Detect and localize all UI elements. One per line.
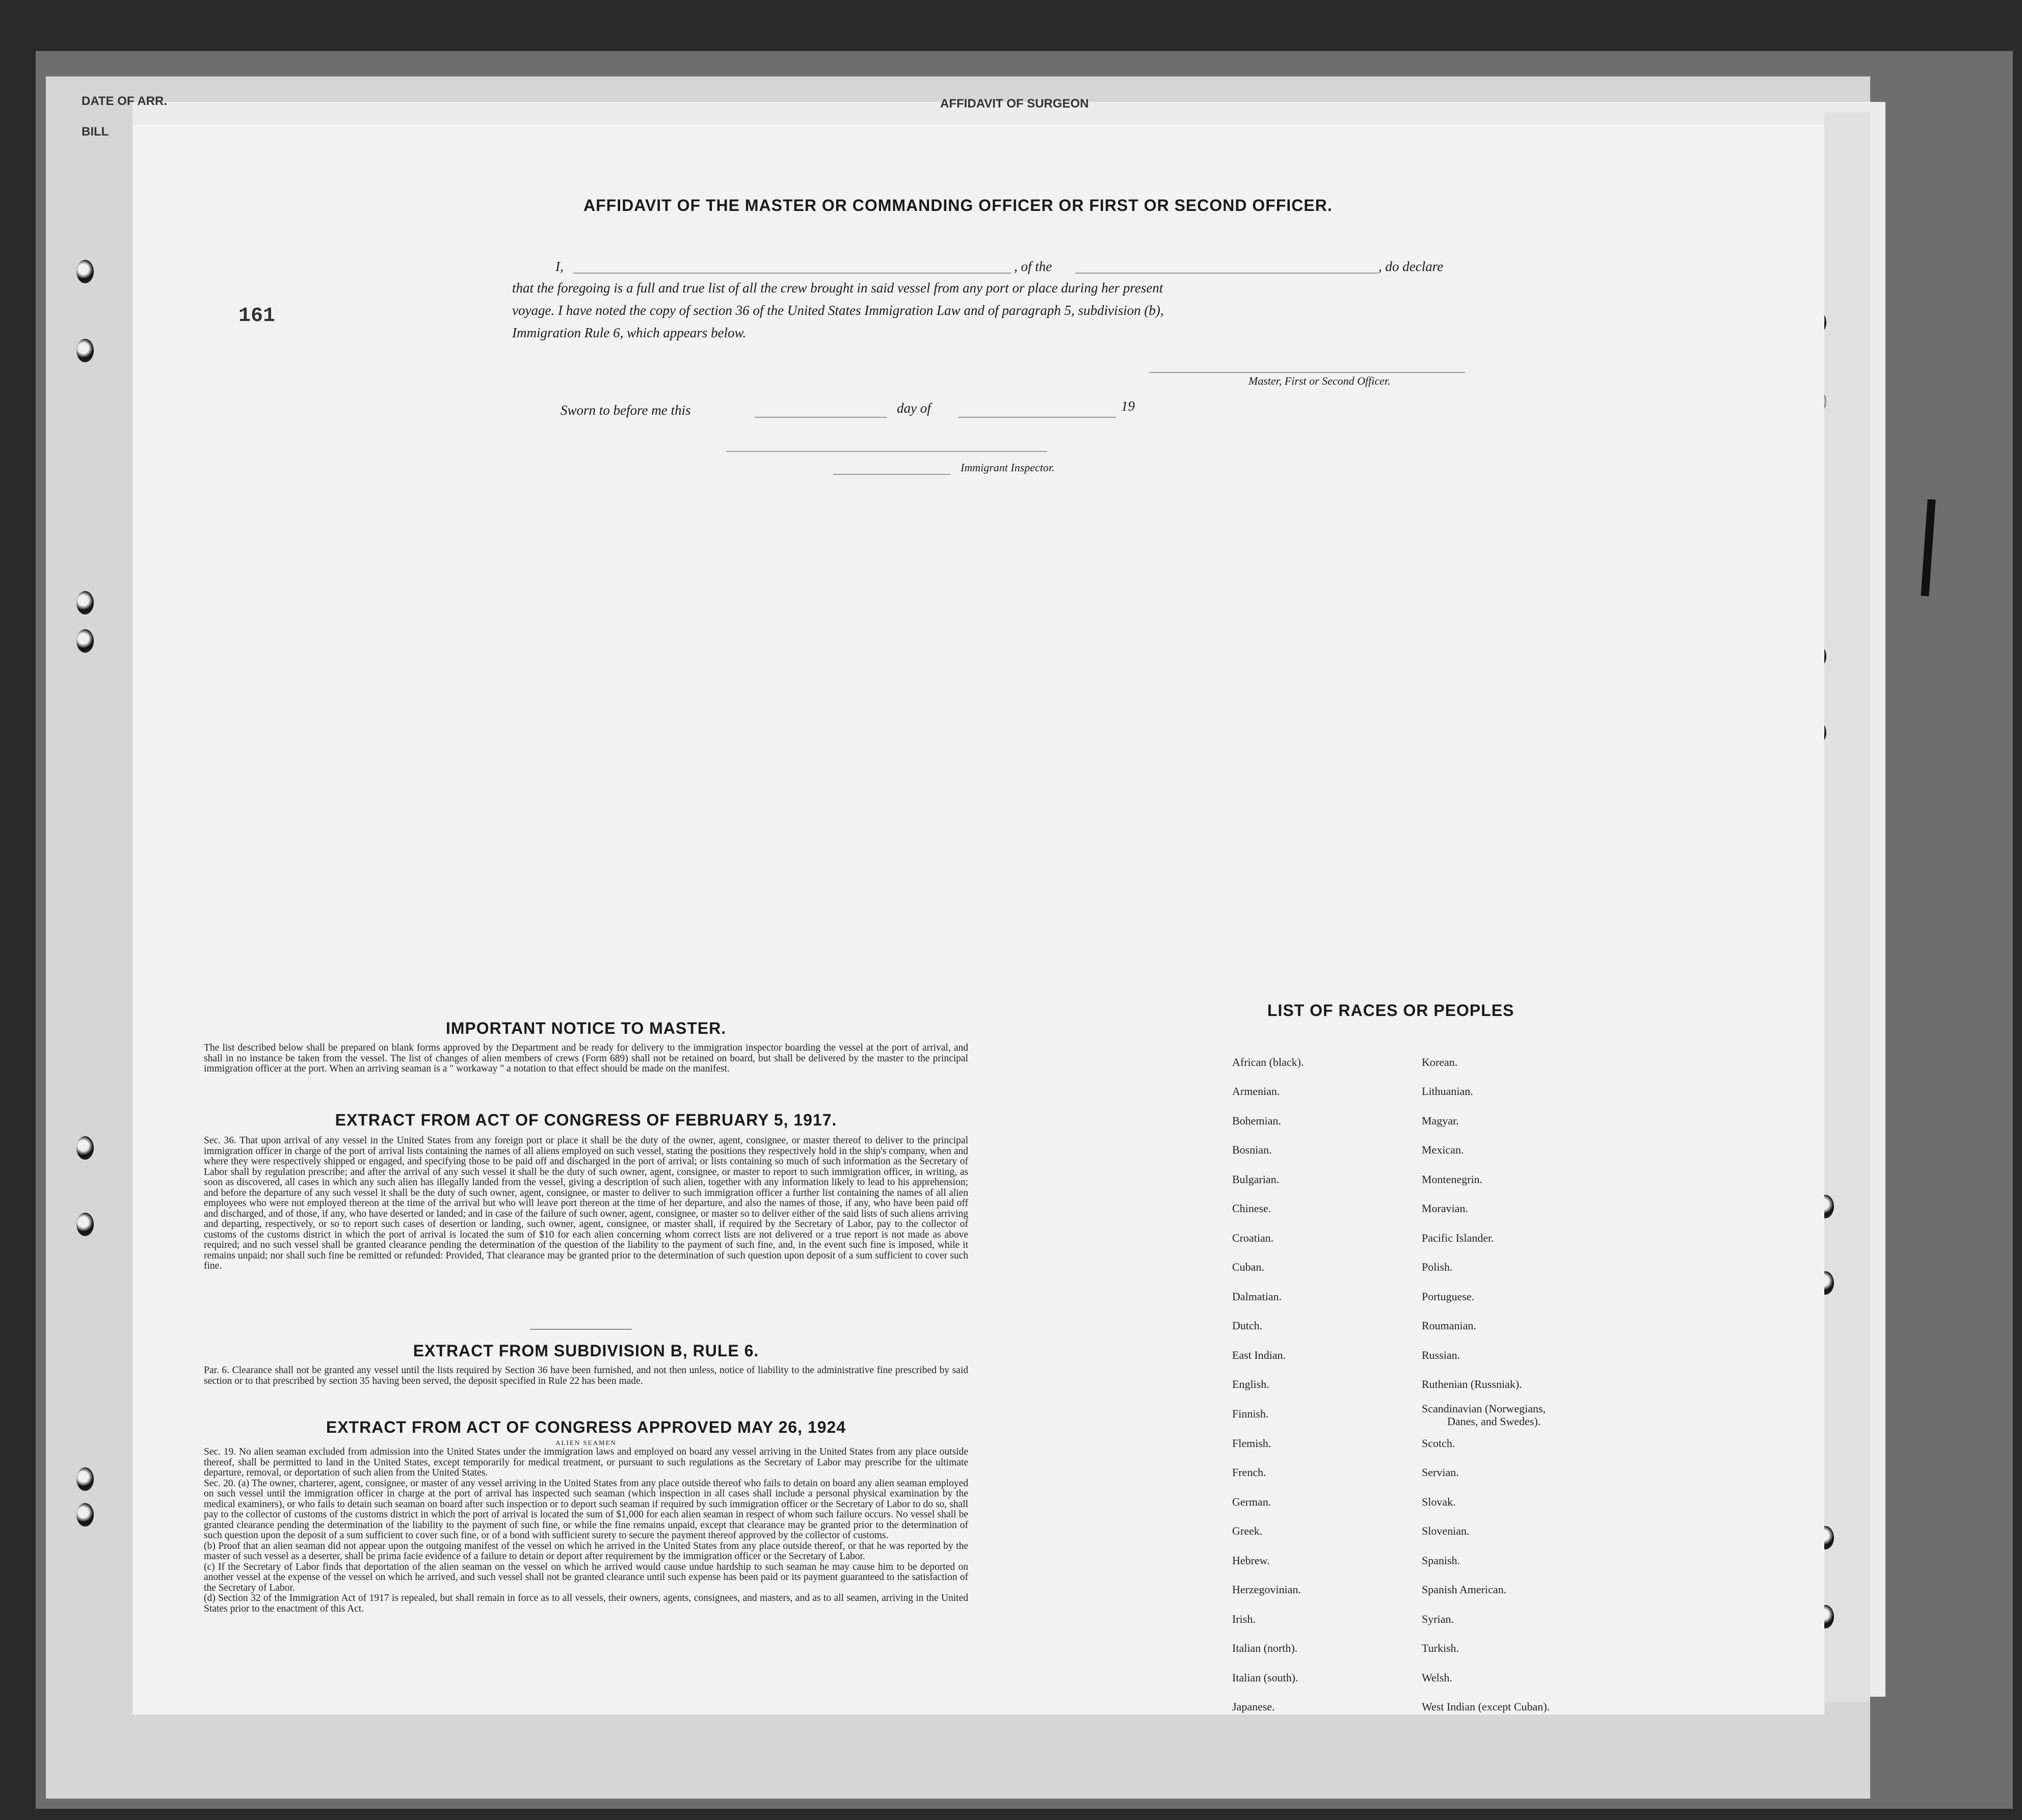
- master-signature-label: Master, First or Second Officer.: [1248, 374, 1391, 387]
- underlying-bill-label: BILL: [82, 125, 109, 139]
- race-item: Magyar.: [1422, 1114, 1459, 1127]
- act-1924-paragraph: (d) Section 32 of the Immigration Act of 1917 is repealed, but shall remain in force as to all vessels, their owners, agents, consignees, and masters, and as to all seamen, arriving in the United States prior to the enactment of this Act.: [204, 1593, 968, 1614]
- race-item: Flemish.: [1232, 1437, 1271, 1450]
- punch-hole: [76, 1467, 94, 1491]
- notice-title: IMPORTANT NOTICE TO MASTER.: [445, 1019, 727, 1037]
- race-item: East Indian.: [1232, 1349, 1286, 1361]
- punch-hole: [76, 1503, 94, 1527]
- sworn-text: Sworn to before me this: [561, 403, 691, 418]
- act-1917-title: EXTRACT FROM ACT OF CONGRESS OF FEBRUARY 5, 1917.: [335, 1111, 837, 1129]
- act-1924-paragraph: Sec. 20. (a) The owner, charterer, agent, consignee, or master of any vessel arriving in the United States from any place outside thereof who fails to detain on board any alien seaman employed on such vessel until the immigration officer in charge at the port of arrival has inspected such seaman (which inspection in all cases shall include a personal physical examination by the medical examiners), or who fails to detain such seaman on board after such inspection or to deport such seaman if required by such immigration officer or the Secretary of Labor to do so, shall pay to the collector of customs of the customs district in which the port of arrival is located the sum of $1,000 for each alien seaman in respect of whom such failure occurs. No vessel shall be granted clearance pending the determination of the liability to the payment of such fine, or while the fine remains unpaid, except that clearance may be granted prior to the determination of such question upon the deposit of a sum sufficient to cover such fine, or of a bond with sufficient surety to secure the payment thereof approved by the collector of customs.: [204, 1478, 968, 1541]
- race-item: Spanish American.: [1422, 1583, 1507, 1596]
- race-item: Cuban.: [1232, 1261, 1264, 1273]
- race-item: Servian.: [1422, 1466, 1459, 1479]
- race-item: Syrian.: [1422, 1613, 1454, 1625]
- race-item: Finnish.: [1232, 1407, 1269, 1420]
- race-item: Hebrew.: [1232, 1554, 1270, 1567]
- race-item: Slovenian.: [1422, 1524, 1470, 1537]
- race-item: Scandinavian (Norwegians,: [1422, 1402, 1546, 1415]
- affidavit-line-2: that the foregoing is a full and true list of all the crew brought in said vessel from any port or place during her present: [512, 280, 1163, 296]
- punch-hole: [76, 260, 94, 283]
- inspector-label: Immigrant Inspector.: [961, 461, 1055, 474]
- year-prefix: 19: [1121, 398, 1135, 414]
- day-of-text: day of: [897, 400, 931, 416]
- affidavit-i: I,: [555, 259, 564, 274]
- race-item: Turkish.: [1422, 1642, 1459, 1654]
- underlying-date-label: DATE OF ARR.: [82, 94, 167, 108]
- race-item: Italian (south).: [1232, 1671, 1298, 1684]
- race-item: Pacific Islander.: [1422, 1232, 1494, 1244]
- races-title: LIST OF RACES OR PEOPLES: [1267, 1001, 1514, 1020]
- race-item: Irish.: [1232, 1613, 1256, 1625]
- race-item: Greek.: [1232, 1524, 1263, 1537]
- race-item: Scotch.: [1422, 1437, 1455, 1450]
- race-item: Mexican.: [1422, 1143, 1464, 1156]
- race-item: Bosnian.: [1232, 1143, 1272, 1156]
- race-item: Moravian.: [1422, 1202, 1469, 1215]
- race-item: Herzegovinian.: [1232, 1583, 1301, 1596]
- race-item: African (black).: [1232, 1056, 1304, 1068]
- act-1917-text: Sec. 36. That upon arrival of any vessel in the United States from any foreign port or place it shall be the duty of the owner, agent, consignee, or master thereof to deliver to the principal immigration officer in charge of the port of arrival lists containing the names of all aliens employed on such vessel, stating the positions they respectively hold in the ship's company, when and where they were respectively shipped or engaged, and specifying those to be paid off and discharged in the port of arrival; or lists containing so much of such information as the Secretary of Labor shall by regulation prescribe; and after the arrival of any such vessel it shall be the duty of such owner, agent, consignee, or master to report to such immigration officer, in writing, as soon as discovered, all cases in which any such alien has illegally landed from the vessel, giving a description of such alien, together with any information likely to lead to his apprehension; and before the departure of any such vessel it shall be the duty of such owner, agent, consignee, or master to deliver to such immigration officer a further list containing the names of all alien employees who were not employed thereon at the time of the arrival but who will leave port thereon at the time of her departure, and also the names of those, if any, who have been paid off and discharged, and of those, if any, who have deserted or landed; and in case of the failure of such owner, agent, consignee, or master so to deliver either of the said lists of such aliens arriving and departing, respectively, or so to report such cases of desertion or landing, such owner, agent, consignee, or master shall, if required by the Secretary of Labor, pay to the collector of customs of the customs district in which the port of arrival is located the sum of $10 for each alien concerning whom correct lists are not delivered or a true report is not made as above required; and no such vessel shall be granted clearance pending the determination of the question of the liability to the payment of such fine, and, in the event such fine is imposed, while it remains unpaid; nor shall such fine be remitted or refunded: Provided, That clearance may be granted prior to the determination of such question upon deposit of a sum sufficient to cover such fine.: [204, 1135, 968, 1271]
- vessel-blank: [1075, 273, 1378, 274]
- race-item: Lithuanian.: [1422, 1085, 1473, 1098]
- race-item: Dalmatian.: [1232, 1290, 1282, 1303]
- notice-text: The list described below shall be prepared on blank forms approved by the Department and be ready for delivery to the immigration inspector boarding the vessel at the port of arrival, and shall in no instance be taken from the vessel. The list of changes of alien members of crews (Form 689) shall not be retained on board, but shall be delivered by the master to the principal immigration officer at the port. When an arriving seaman is a " workaway " a notation to that effect should be made on the manifest.: [204, 1042, 968, 1074]
- affidavit-title: AFFIDAVIT OF THE MASTER OR COMMANDING OFFICER OR FIRST OR SECOND OFFICER.: [583, 196, 1333, 215]
- subdivision-section: [204, 1342, 968, 1386]
- race-item: West Indian (except Cuban).: [1422, 1700, 1550, 1713]
- sheet-edge-strip: [1824, 112, 1870, 1702]
- race-item: Chinese.: [1232, 1202, 1271, 1215]
- race-item: Armenian.: [1232, 1085, 1280, 1098]
- race-item: Polish.: [1422, 1261, 1453, 1273]
- master-signature-blank: [1149, 372, 1465, 373]
- subdivision-title: EXTRACT FROM SUBDIVISION B, RULE 6.: [413, 1342, 759, 1360]
- race-item: Ruthenian (Russniak).: [1422, 1378, 1522, 1390]
- stamp-number: 161: [238, 305, 276, 328]
- race-item: Croatian.: [1232, 1232, 1274, 1244]
- act-1917-section: [204, 1111, 968, 1272]
- race-item: Roumanian.: [1422, 1319, 1476, 1332]
- punch-hole: [76, 591, 94, 614]
- race-item: Spanish.: [1422, 1554, 1460, 1567]
- punch-hole: [76, 339, 94, 362]
- punch-hole: [76, 1136, 94, 1160]
- affidavit-declare: , do declare: [1378, 259, 1444, 274]
- race-item: Welsh.: [1422, 1671, 1452, 1684]
- act-1924-paragraph: (c) If the Secretary of Labor finds that deportation of the alien seaman on the vessel on which he arrived would cause undue hardship to such seaman he may cause him to be deported on another vessel at the expense of the vessel on which he arrived, and such vessel shall not be granted clearance until such expense has been paid or its payment guaranteed to the satisfaction of the Secretary of Labor.: [204, 1561, 968, 1593]
- race-item: Montenegrin.: [1422, 1173, 1483, 1186]
- race-item: Russian.: [1422, 1349, 1460, 1361]
- race-item: Korean.: [1422, 1056, 1458, 1068]
- race-item: Japanese.: [1232, 1700, 1275, 1713]
- inspector-signature-blank: [726, 451, 1047, 452]
- underlying-surgeon-title: AFFIDAVIT OF SURGEON: [940, 97, 1089, 111]
- act-1924-subtitle: ALIEN SEAMEN: [555, 1439, 617, 1447]
- sworn-month-blank: [958, 417, 1116, 418]
- race-item: Danes, and Swedes).: [1447, 1415, 1541, 1428]
- race-item: Slovak.: [1422, 1495, 1456, 1508]
- race-item: French.: [1232, 1466, 1266, 1479]
- affidavit-of-the: , of the: [1014, 259, 1052, 274]
- inspector-short-blank: [833, 474, 950, 475]
- act-1924-section: [204, 1418, 968, 1614]
- race-item: German.: [1232, 1495, 1271, 1508]
- race-item: Italian (north).: [1232, 1642, 1298, 1654]
- subdivision-text: Par. 6. Clearance shall not be granted any vessel until the lists required by Section 36 have been furnished, and not then unless, notice of liability to the administrative fine prescribed by said section or to that prescribed by section 35 having been served, the deposit specified in Rule 22 has been made.: [204, 1365, 968, 1386]
- affidavit-line-4: Immigration Rule 6, which appears below.: [512, 325, 747, 340]
- punch-hole: [76, 1213, 94, 1236]
- act-1924-paragraph: Sec. 19. No alien seaman excluded from admission into the United States under the immigration laws and employed on board any vessel arriving in the United States from any place outside thereof, shall be permitted to land in the United States, except temporarily for medical treatment, or pursuant to such regulations as the Secretary of Labor may prescribe for the ultimate departure, removal, or deportation of such alien from the United States.: [204, 1447, 968, 1478]
- race-item: Bulgarian.: [1232, 1173, 1280, 1186]
- race-item: English.: [1232, 1378, 1269, 1390]
- race-item: Bohemian.: [1232, 1114, 1281, 1127]
- section-divider: [530, 1329, 632, 1330]
- sworn-day-blank: [754, 417, 887, 418]
- act-1924-title: EXTRACT FROM ACT OF CONGRESS APPROVED MAY 26, 1924: [326, 1418, 846, 1436]
- race-item: Dutch.: [1232, 1319, 1263, 1332]
- important-notice: [204, 1019, 968, 1075]
- name-blank: [573, 273, 1012, 274]
- race-item: Portuguese.: [1422, 1290, 1475, 1303]
- affidavit-line-3: voyage. I have noted the copy of section 36 of the United States Immigration Law and of paragraph 5, subdivision (b),: [512, 303, 1164, 318]
- punch-hole: [76, 629, 94, 653]
- act-1924-paragraph: (b) Proof that an alien seaman did not appear upon the outgoing manifest of the vessel on which he arrived in the United States from any place outside thereof, or that he was reported by the master of such vessel as a deserter, shall be prima facie evidence of a failure to detain or deport after requirement by the immigration officer or the Secretary of Labor.: [204, 1540, 968, 1562]
